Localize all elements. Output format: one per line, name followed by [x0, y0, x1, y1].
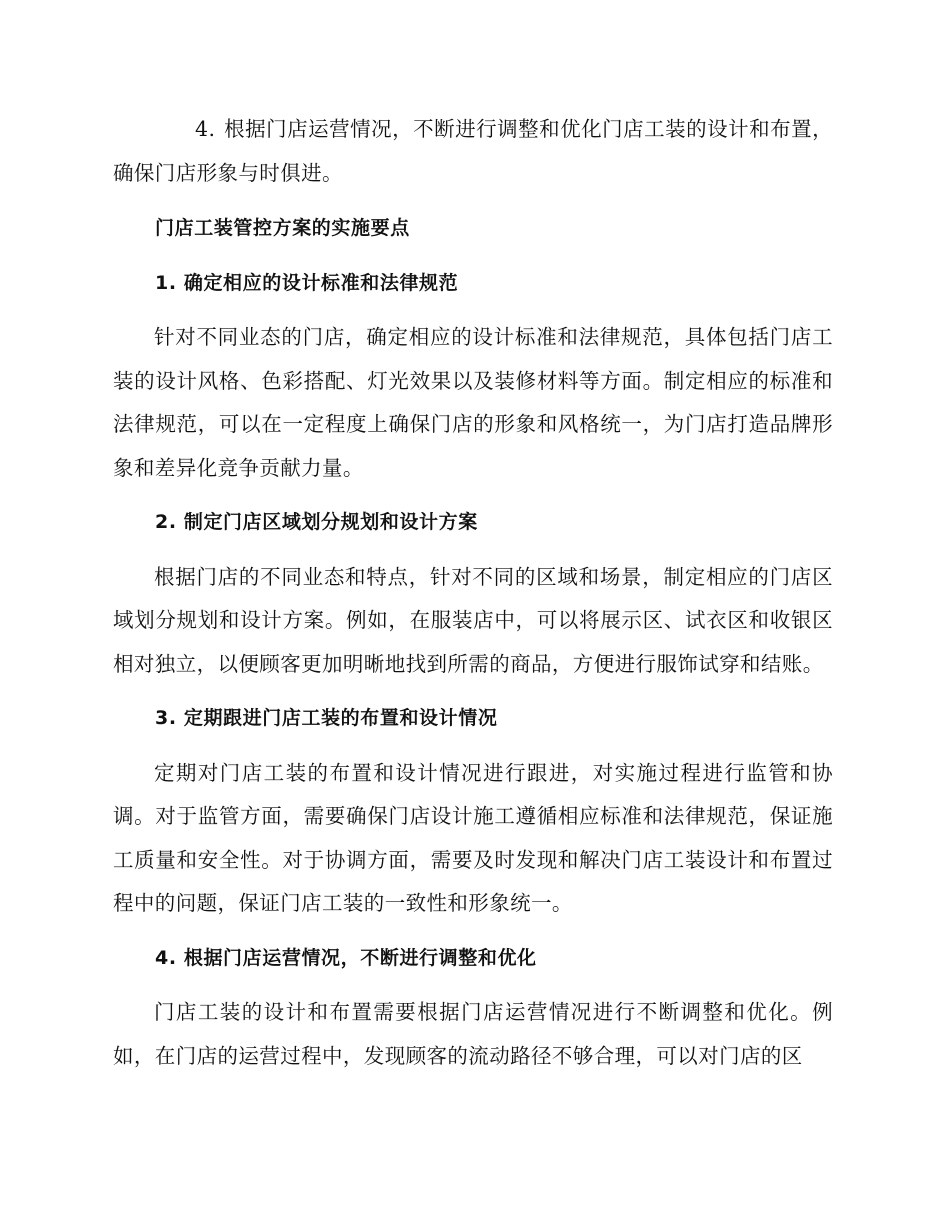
document-content [113, 108, 833, 1089]
paragraph-4: 门店工装的设计和布置需要根据门店运营情况进行不断调整和优化。例如，在门店的运营过程中，发现顾客的流动路径不够合理，可以对门店的区 [113, 1000, 833, 1068]
paragraph-1: 针对不同业态的门店，确定相应的设计标准和法律规范，具体包括门店工装的设计风格、色彩搭配、灯光效果以及装修材料等方面。制定相应的标准和法律规范，可以在一定程度上确保门店的形象和风格统一，为门店打造品牌形象和差异化竞争贡献力量。 [113, 325, 833, 480]
heading-4: 4. 根据门店运营情况，不断进行调整和优化 [155, 946, 537, 969]
heading-1: 1. 确定相应的设计标准和法律规范 [155, 271, 459, 294]
heading-3: 3. 定期跟进门店工装的布置和设计情况 [155, 707, 498, 729]
list-item-text: 根据门店运营情况，不断进行调整和优化门店工装的设计和布置，确保门店形象与时俱进。 [113, 117, 833, 185]
list-item-4 [113, 108, 833, 195]
heading-2: 2. 制定门店区域划分规划和设计方案 [155, 511, 478, 533]
section-title: 门店工装管控方案的实施要点 [155, 217, 410, 239]
paragraph-2: 根据门店的不同业态和特点，针对不同的区域和场景，制定相应的门店区域划分规划和设计方案。例如，在服装店中，可以将展示区、试衣区和收银区相对独立，以便顾客更加明晰地找到所需的商品，方便进行服饰试穿和结账。 [113, 564, 833, 676]
list-item-number: 4. [195, 117, 216, 141]
paragraph-3: 定期对门店工装的布置和设计情况进行跟进，对实施过程进行监管和协调。对于监管方面，需要确保门店设计施工遵循相应标准和法律规范，保证施工质量和安全性。对于协调方面，需要及时发现和解决门店工装设计和布置过程中的问题，保证门店工装的一致性和形象统一。 [113, 760, 833, 915]
